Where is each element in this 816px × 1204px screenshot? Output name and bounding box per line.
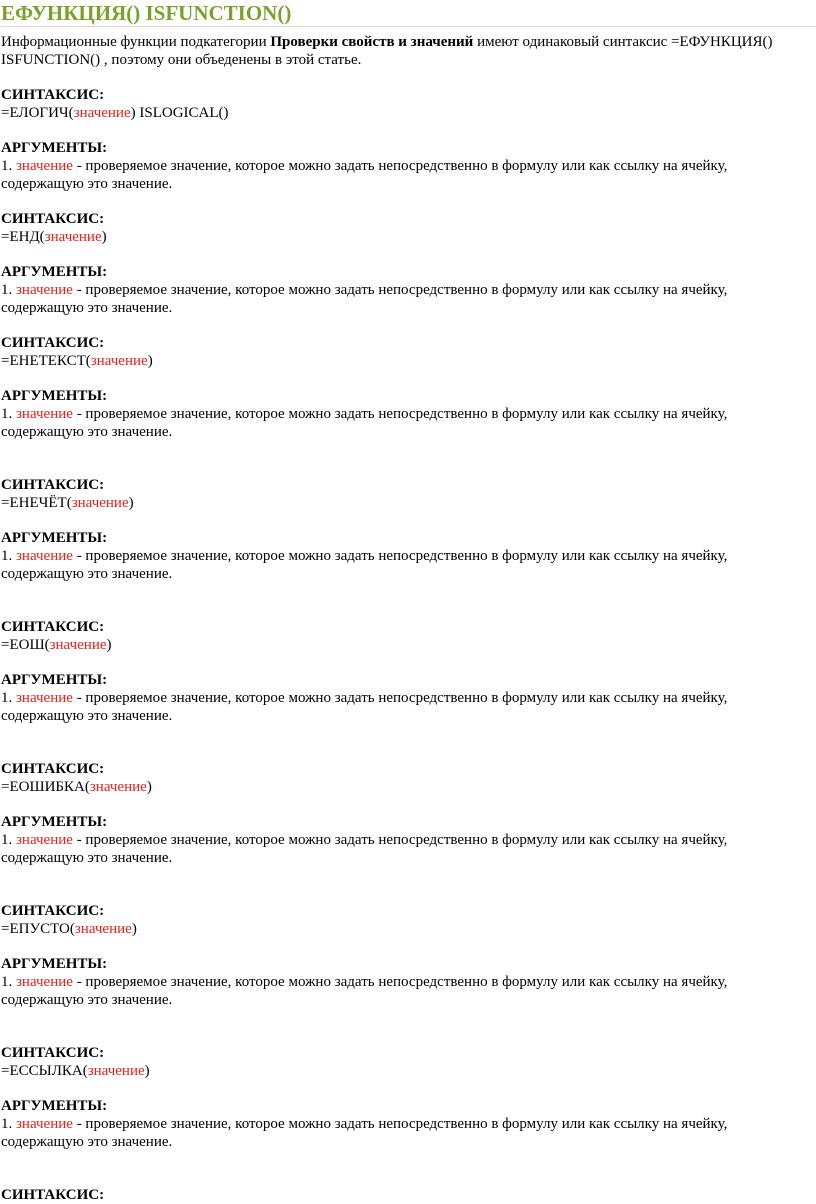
formula-param: значение — [44, 229, 102, 245]
arguments-heading: АРГУМЕНТЫ: — [1, 672, 108, 688]
argument-item — [1, 831, 791, 867]
arguments-block — [1, 387, 816, 441]
arguments-block — [1, 955, 816, 1009]
argument-description: - проверяемое значение, которое можно задать непосредственно в формулу или как ссылку на ячейку, содержащую это значение. — [1, 282, 728, 316]
argument-item — [1, 405, 791, 441]
formula-prefix: =ЕНЕТЕКСТ( — [1, 353, 91, 369]
syntax-heading: СИНТАКСИС: — [1, 1045, 105, 1061]
formula-suffix: ) — [146, 779, 152, 795]
argument-number: 1. — [1, 548, 16, 564]
argument-name: значение — [16, 1116, 73, 1132]
formula-prefix: =ЕПУСТО( — [1, 921, 75, 937]
arguments-block — [1, 671, 816, 725]
syntax-heading: СИНТАКСИС: — [1, 761, 105, 777]
argument-item — [1, 281, 791, 317]
arguments-block — [1, 813, 816, 867]
formula-prefix: =ЕНД( — [1, 229, 45, 245]
syntax-heading: СИНТАКСИС: — [1, 1187, 105, 1203]
function-section — [1, 1044, 816, 1151]
argument-description: - проверяемое значение, которое можно задать непосредственно в формулу или как ссылку на ячейку, содержащую это значение. — [1, 1116, 728, 1150]
syntax-heading: СИНТАКСИС: — [1, 619, 105, 635]
formula-param: значение — [89, 779, 147, 795]
syntax-formula — [1, 494, 816, 512]
formula-prefix: =ЕНЕЧЁТ( — [1, 495, 72, 511]
intro-text-start: Информационные функции подкатегории — [1, 34, 271, 50]
arguments-heading: АРГУМЕНТЫ: — [1, 140, 108, 156]
formula-prefix: =ЕОШ( — [1, 637, 50, 653]
arguments-heading: АРГУМЕНТЫ: — [1, 814, 108, 830]
formula-param: значение — [71, 495, 129, 511]
function-section — [1, 618, 816, 725]
argument-name: значение — [16, 158, 73, 174]
arguments-heading: АРГУМЕНТЫ: — [1, 388, 108, 404]
argument-number: 1. — [1, 832, 16, 848]
formula-param: значение — [73, 105, 131, 121]
argument-description: - проверяемое значение, которое можно задать непосредственно в формулу или как ссылку на ячейку, содержащую это значение. — [1, 832, 728, 866]
formula-param: значение — [49, 637, 107, 653]
formula-suffix: ) — [131, 921, 137, 937]
syntax-formula — [1, 920, 816, 938]
formula-prefix: =ЕЛОГИЧ( — [1, 105, 74, 121]
arguments-heading: АРГУМЕНТЫ: — [1, 956, 108, 972]
argument-number: 1. — [1, 974, 16, 990]
argument-description: - проверяемое значение, которое можно задать непосредственно в формулу или как ссылку на ячейку, содержащую это значение. — [1, 158, 728, 192]
argument-item — [1, 973, 791, 1009]
syntax-formula — [1, 636, 816, 654]
arguments-heading: АРГУМЕНТЫ: — [1, 530, 108, 546]
intro-text-end: имеют одинаковый синтаксис =ЕФУНКЦИЯ() ISFUNCTION() , поэтому они объеденены в этой статье. — [1, 34, 773, 68]
formula-suffix: ) — [106, 637, 112, 653]
syntax-heading: СИНТАКСИС: — [1, 903, 105, 919]
arguments-heading: АРГУМЕНТЫ: — [1, 264, 108, 280]
argument-number: 1. — [1, 158, 16, 174]
syntax-heading: СИНТАКСИС: — [1, 477, 105, 493]
formula-prefix: =ЕССЫЛКА( — [1, 1063, 88, 1079]
argument-name: значение — [16, 548, 73, 564]
intro-subcategory: Проверки свойств и значений — [270, 34, 474, 50]
argument-item — [1, 157, 791, 193]
arguments-block — [1, 139, 816, 193]
function-section — [1, 476, 816, 583]
formula-suffix: ) ISLOGICAL() — [130, 105, 229, 121]
argument-description: - проверяемое значение, которое можно задать непосредственно в формулу или как ссылку на ячейку, содержащую это значение. — [1, 974, 728, 1008]
arguments-block — [1, 529, 816, 583]
argument-number: 1. — [1, 1116, 16, 1132]
argument-name: значение — [16, 832, 73, 848]
function-section — [1, 760, 816, 867]
argument-number: 1. — [1, 690, 16, 706]
function-section — [1, 86, 816, 193]
formula-param: значение — [90, 353, 148, 369]
formula-suffix: ) — [101, 229, 107, 245]
formula-suffix: ) — [128, 495, 134, 511]
syntax-formula — [1, 104, 816, 122]
argument-number: 1. — [1, 282, 16, 298]
argument-description: - проверяемое значение, которое можно задать непосредственно в формулу или как ссылку на ячейку, содержащую это значение. — [1, 406, 728, 440]
syntax-heading: СИНТАКСИС: — [1, 87, 105, 103]
syntax-formula — [1, 1062, 816, 1080]
function-section — [1, 210, 816, 317]
syntax-heading: СИНТАКСИС: — [1, 335, 105, 351]
argument-description: - проверяемое значение, которое можно задать непосредственно в формулу или как ссылку на ячейку, содержащую это значение. — [1, 690, 728, 724]
formula-param: значение — [87, 1063, 145, 1079]
argument-name: значение — [16, 406, 73, 422]
syntax-heading: СИНТАКСИС: — [1, 211, 105, 227]
argument-item — [1, 547, 791, 583]
argument-name: значение — [16, 282, 73, 298]
argument-description: - проверяемое значение, которое можно задать непосредственно в формулу или как ссылку на ячейку, содержащую это значение. — [1, 548, 728, 582]
intro-paragraph — [1, 33, 791, 69]
function-section — [1, 902, 816, 1009]
argument-item — [1, 689, 791, 725]
argument-number: 1. — [1, 406, 16, 422]
argument-name: значение — [16, 974, 73, 990]
syntax-formula — [1, 778, 816, 796]
argument-item — [1, 1115, 791, 1151]
arguments-block — [1, 1097, 816, 1151]
formula-suffix: ) — [144, 1063, 150, 1079]
syntax-formula — [1, 352, 816, 370]
page-title: ЕФУНКЦИЯ() ISFUNCTION() — [1, 0, 816, 27]
formula-param: значение — [74, 921, 132, 937]
formula-suffix: ) — [147, 353, 153, 369]
argument-name: значение — [16, 690, 73, 706]
function-section — [1, 334, 816, 441]
syntax-formula — [1, 228, 816, 246]
arguments-block — [1, 263, 816, 317]
formula-prefix: =ЕОШИБКА( — [1, 779, 90, 795]
arguments-heading: АРГУМЕНТЫ: — [1, 1098, 108, 1114]
